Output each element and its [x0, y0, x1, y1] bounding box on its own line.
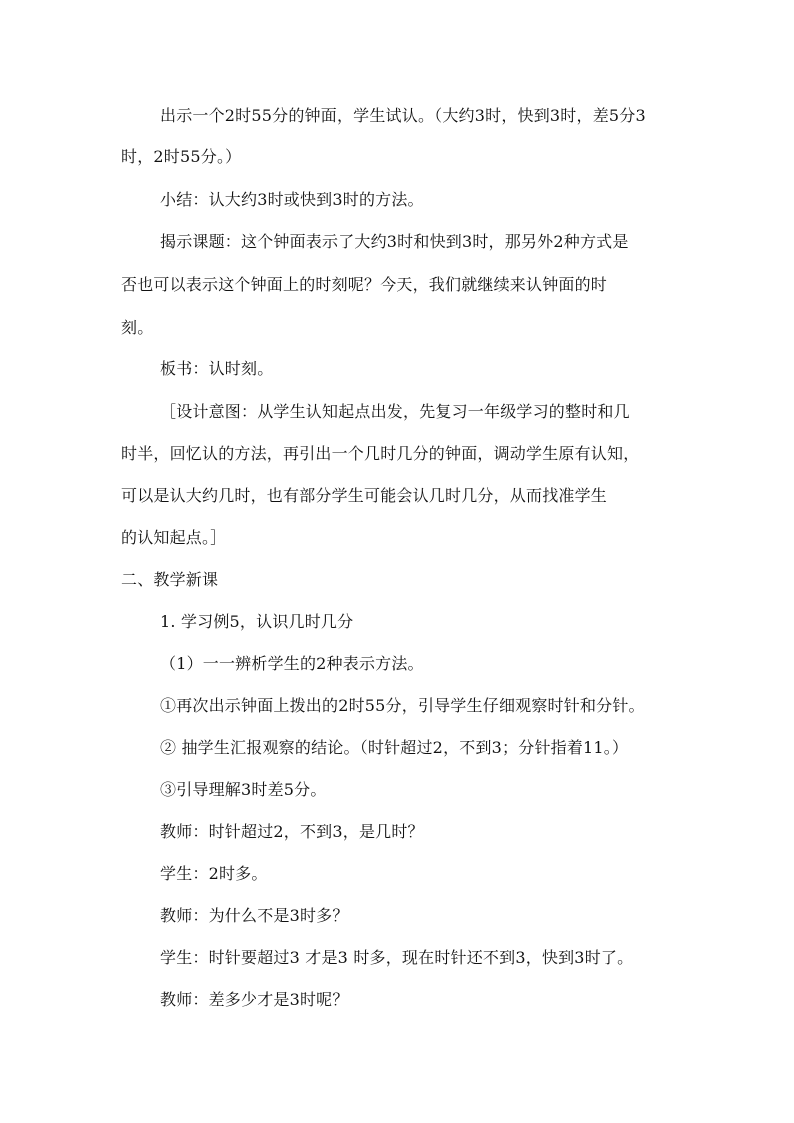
blackboard-line: 板书：认时刻。: [160, 359, 274, 378]
summary-line: 小结：认大约3时或快到3时的方法。: [160, 190, 424, 209]
dialogue-line-2: 学生：2时多。: [160, 864, 268, 883]
design-intent-line-2: 时半，回忆认的方法，再引出一个几时几分的钟面，调动学生原有认知，: [121, 444, 640, 463]
dialogue-line-5: 教师：差多少才是3时呢？: [160, 990, 349, 1009]
paragraph-line-2: 时，2时55分。）: [121, 147, 242, 166]
dialogue-line-4: 学生：时针要超过3 才是3 时多，现在时针还不到3，快到3时了。: [160, 948, 634, 967]
subsection-heading: 1. 学习例5，认识几时几分: [160, 612, 354, 631]
paragraph-line-1: 出示一个2时55分的钟面，学生试认。（大约3时，快到3时，差5分3: [160, 106, 646, 125]
step-line-2: ①再次出示钟面上拨出的2时55分，引导学生仔细观察时针和分针。: [160, 696, 645, 715]
dialogue-line-1: 教师：时针超过2，不到3，是几时？: [160, 822, 424, 841]
topic-line-1: 揭示课题：这个钟面表示了大约3时和快到3时，那另外2种方式是: [160, 232, 629, 251]
topic-line-2: 否也可以表示这个钟面上的时刻呢？今天，我们就继续来认钟面的时: [121, 275, 608, 294]
section-heading: 二、教学新课: [121, 570, 219, 589]
design-intent-line-4: 的认知起点。］: [121, 528, 227, 547]
design-intent-line-1: ［设计意图：从学生认知起点出发，先复习一年级学习的整时和几: [160, 402, 630, 421]
design-intent-line-3: 可以是认大约几时，也有部分学生可能会认几时几分，从而找准学生: [121, 486, 608, 505]
dialogue-line-3: 教师：为什么不是3时多？: [160, 906, 349, 925]
topic-line-3: 刻。: [121, 318, 154, 337]
step-line-3: ② 抽学生汇报观察的结论。（时针超过2，不到3；分针指着11。）: [160, 738, 629, 757]
step-line-1: （1）一一辨析学生的2种表示方法。: [160, 654, 424, 673]
step-line-4: ③引导理解3时差5分。: [160, 780, 327, 799]
